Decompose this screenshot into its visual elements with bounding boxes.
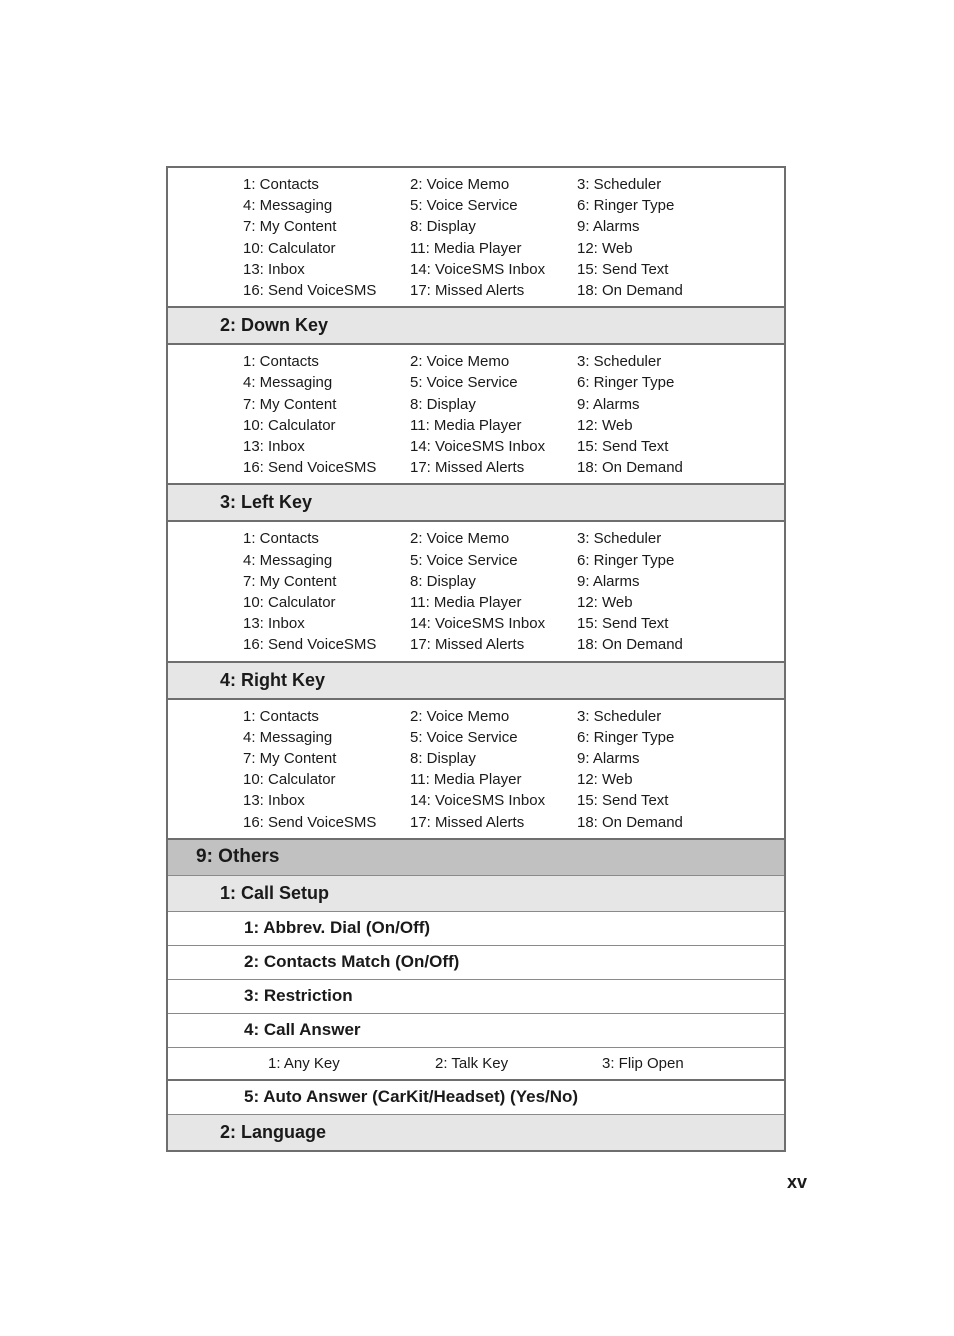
restriction-item — [168, 980, 784, 1014]
language-header — [168, 1115, 784, 1150]
left-key-items — [168, 522, 784, 662]
list-item: 13: Inbox — [243, 792, 305, 810]
list-item: 11: Media Player — [410, 239, 522, 257]
list-item: 1: Contacts — [243, 176, 319, 193]
list-item: 2: Voice Memo — [410, 353, 510, 371]
list-item: 11: Media Player — [410, 594, 522, 612]
list-item: 1: Contacts — [243, 707, 319, 725]
list-item: 3: Scheduler — [577, 707, 662, 725]
others-title: 9: Others — [196, 846, 280, 868]
list-item: 4: Messaging — [243, 197, 333, 215]
right-key-items — [168, 700, 784, 840]
list-item: 11: Media Player — [410, 771, 522, 789]
list-item: 7: My Content — [243, 572, 337, 590]
list-item: 5: Voice Service — [410, 551, 518, 569]
list-item: 16: Send VoiceSMS — [243, 813, 377, 831]
list-item: 15: Send Text — [577, 792, 669, 810]
list-item: 13: Inbox — [243, 438, 305, 456]
list-item: 8: Display — [410, 218, 476, 236]
list-item: 12: Web — [577, 594, 633, 612]
list-item: 10: Calculator — [243, 771, 336, 789]
list-item: 3: Scheduler — [577, 353, 662, 371]
list-item: 9: Alarms — [577, 750, 640, 768]
list-item: 5: Voice Service — [410, 197, 518, 215]
list-item: 6: Ringer Type — [577, 197, 675, 215]
list-item: 1: Contacts — [243, 530, 319, 548]
restriction-label: 3: Restriction — [244, 986, 353, 1006]
list-item: 9: Alarms — [577, 395, 640, 413]
list-item: 12: Web — [577, 416, 633, 434]
right-key-header — [168, 663, 784, 700]
list-item: 13: Inbox — [243, 260, 305, 278]
list-item: 16: Send VoiceSMS — [243, 636, 377, 654]
abbrev-dial-label: 1: Abbrev. Dial (On/Off) — [244, 918, 431, 938]
list-item: 8: Display — [410, 572, 476, 590]
down-key-header — [168, 308, 784, 345]
list-item: 10: Calculator — [243, 416, 336, 434]
list-item: 7: My Content — [243, 395, 337, 413]
list-item: 18: On Demand — [577, 459, 683, 477]
list-item: 14: VoiceSMS Inbox — [410, 615, 546, 633]
list-item: 17: Missed Alerts — [410, 813, 525, 831]
others-header — [168, 840, 784, 876]
call-setup-header — [168, 876, 784, 912]
list-item: 14: VoiceSMS Inbox — [410, 260, 546, 278]
list-item: 18: On Demand — [577, 282, 683, 300]
list-item: 4: Messaging — [243, 374, 333, 392]
list-item: 4: Messaging — [243, 728, 333, 746]
items-grid — [243, 528, 784, 655]
list-item: 12: Web — [577, 771, 633, 789]
down-key-items — [168, 345, 784, 485]
left-key-title: 3: Left Key — [220, 492, 313, 513]
list-item: 10: Calculator — [243, 239, 336, 257]
list-item: 17: Missed Alerts — [410, 636, 525, 654]
list-item: 17: Missed Alerts — [410, 459, 525, 477]
list-item: 18: On Demand — [577, 813, 683, 831]
list-item: 14: VoiceSMS Inbox — [410, 438, 546, 456]
language-title: 2: Language — [220, 1121, 327, 1142]
list-item: 2: Talk Key — [435, 1054, 509, 1072]
right-key-title: 4: Right Key — [220, 669, 326, 690]
list-item: 1: Contacts — [243, 353, 319, 371]
list-item: 1: Any Key — [268, 1054, 340, 1072]
list-item: 16: Send VoiceSMS — [243, 282, 377, 300]
list-item: 3: Flip Open — [602, 1054, 684, 1072]
list-item: 9: Alarms — [577, 218, 640, 236]
list-item: 15: Send Text — [577, 260, 669, 278]
list-item: 5: Voice Service — [410, 728, 518, 746]
left-key-header — [168, 485, 784, 522]
list-item: 14: VoiceSMS Inbox — [410, 792, 546, 810]
list-item: 5: Voice Service — [410, 374, 518, 392]
list-item: 2: Voice Memo — [410, 707, 510, 725]
call-setup-title: 1: Call Setup — [220, 882, 330, 903]
list-item: 15: Send Text — [577, 615, 669, 633]
list-item: 10: Calculator — [243, 594, 336, 612]
call-answer-options — [168, 1048, 784, 1081]
list-item: 3: Scheduler — [577, 530, 662, 548]
list-item: 2: Voice Memo — [410, 176, 510, 193]
items-grid — [243, 174, 784, 301]
list-item: 6: Ringer Type — [577, 374, 675, 392]
page-number: xv — [787, 1172, 808, 1192]
list-item: 4: Messaging — [243, 551, 333, 569]
contacts-match-item — [168, 946, 784, 980]
list-item: 7: My Content — [243, 750, 337, 768]
list-item: 6: Ringer Type — [577, 728, 675, 746]
menu-table — [166, 166, 786, 1152]
list-item: 16: Send VoiceSMS — [243, 459, 377, 477]
abbrev-dial-item — [168, 912, 784, 946]
call-answer-label: 4: Call Answer — [244, 1020, 361, 1040]
list-item: 6: Ringer Type — [577, 551, 675, 569]
list-item: 15: Send Text — [577, 438, 669, 456]
list-item: 8: Display — [410, 395, 476, 413]
list-item: 13: Inbox — [243, 615, 305, 633]
list-item: 3: Scheduler — [577, 176, 662, 193]
contacts-match-label: 2: Contacts Match (On/Off) — [244, 952, 460, 972]
auto-answer-item — [168, 1081, 784, 1115]
call-answer-item — [168, 1014, 784, 1048]
list-item: 12: Web — [577, 239, 633, 257]
list-item: 9: Alarms — [577, 572, 640, 590]
list-item: 17: Missed Alerts — [410, 282, 525, 300]
list-item: 11: Media Player — [410, 416, 522, 434]
list-item: 2: Voice Memo — [410, 530, 510, 548]
list-item: 18: On Demand — [577, 636, 683, 654]
list-item: 8: Display — [410, 750, 476, 768]
items-grid — [243, 351, 784, 478]
up-key-items — [168, 168, 784, 308]
items-grid — [243, 706, 784, 833]
auto-answer-label: 5: Auto Answer (CarKit/Headset) (Yes/No) — [244, 1087, 579, 1107]
down-key-title: 2: Down Key — [220, 315, 329, 336]
list-item: 7: My Content — [243, 218, 337, 236]
